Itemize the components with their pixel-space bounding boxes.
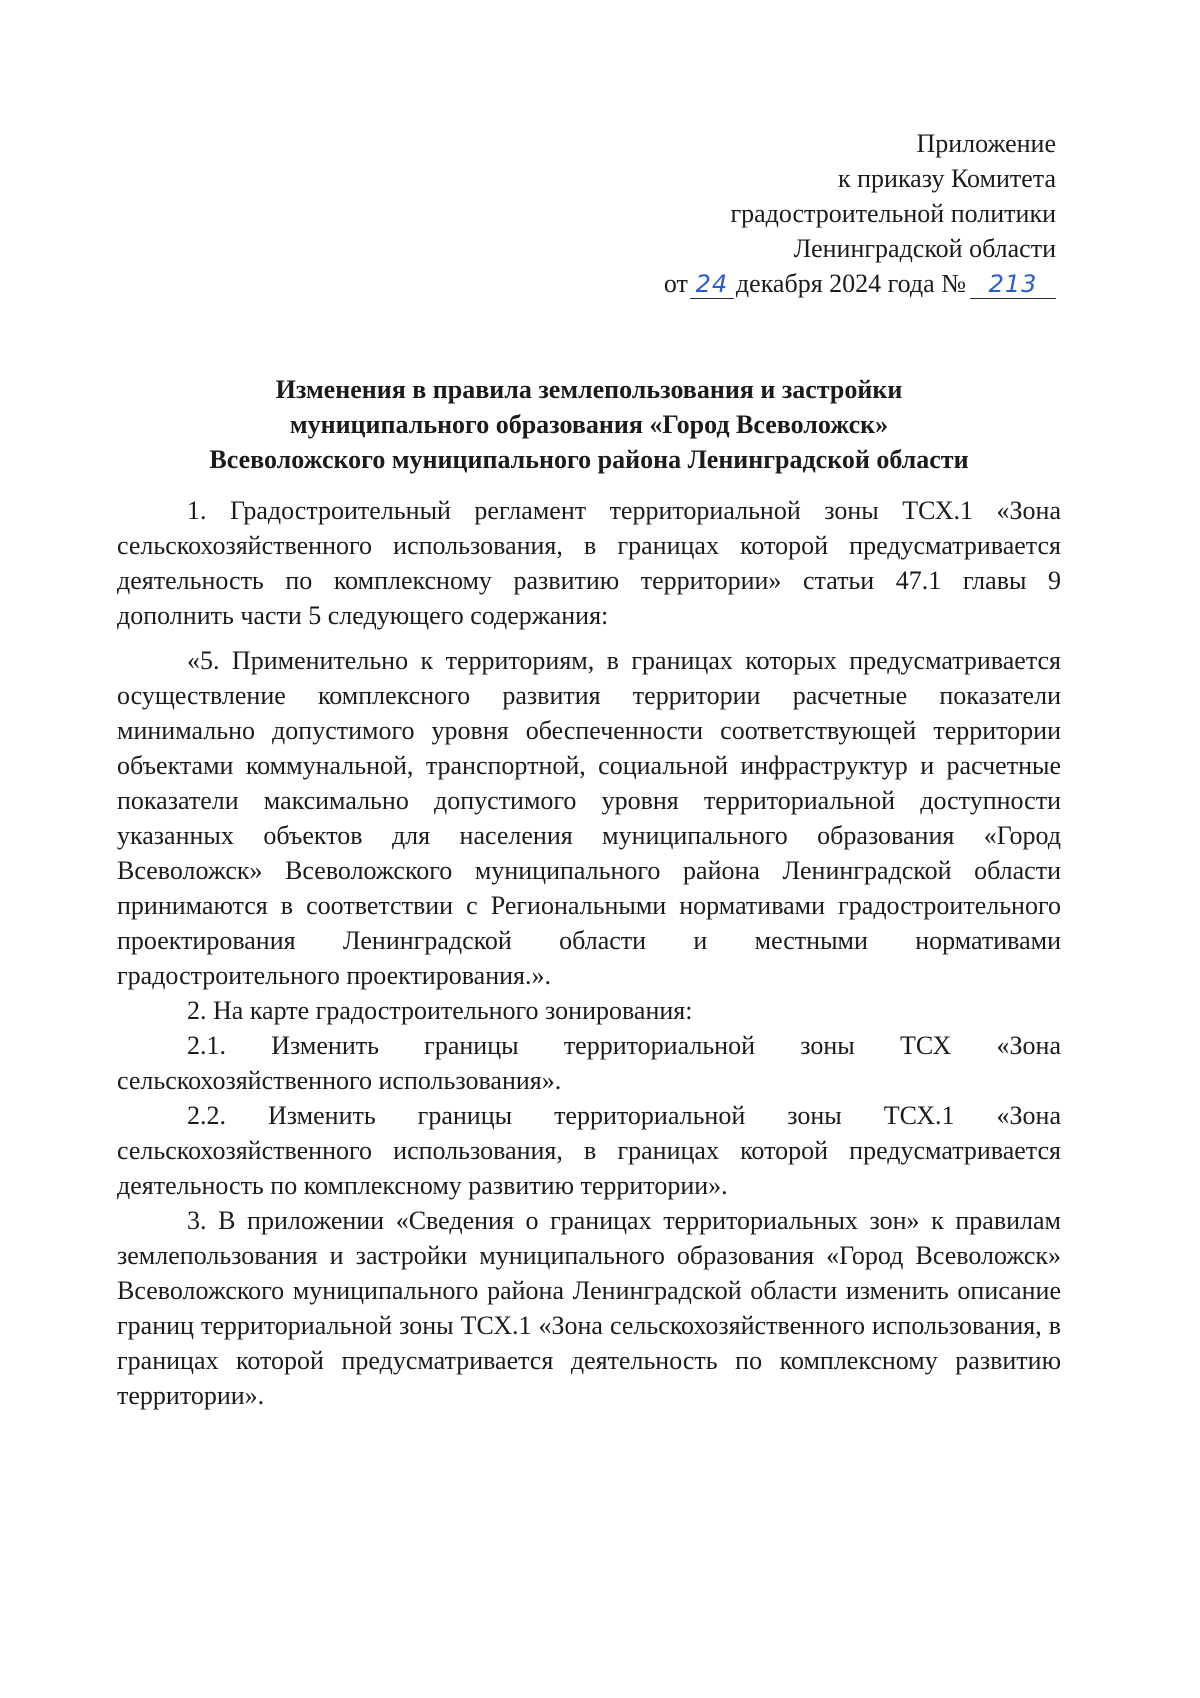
date-middle: декабря 2024 года № <box>735 269 966 298</box>
order-number-field <box>970 270 1056 299</box>
paragraph-2: 2. На карте градостроительного зонирования: <box>187 996 693 1025</box>
handwritten-order-number: 213 <box>988 270 1038 298</box>
paragraph-quoted-part-5: «5. Применительно к территориям, в границах которых предусматривается осуществление комплексного развития территории расчетные показатели минимально допустимого уровня обеспеченности соответствующей территории объектами коммунальной, транспортной, социальной инфраструктур и расчетные показатели максимально допустимого уровня территориальной доступности указанных объектов для населения муниципального образования «Город Всеволожск» Всеволожского муниципального района Ленинградской области принимаются в соответствии с Региональными нормативами градостроительного проектирования Ленинградской области и местными нормативами градостроительного проектирования.». <box>117 646 1061 990</box>
appendix-label: Приложение <box>916 129 1056 158</box>
title-line-2: муниципального образования «Город Всеволожск» <box>289 410 889 439</box>
order-date-line <box>664 266 1056 301</box>
paragraph-2-2: 2.2. Изменить границы территориальной зоны ТСХ.1 «Зона сельскохозяйственного использования, в границах которой предусматривается деятельность по комплексному развитию территории». <box>117 1101 1061 1200</box>
title-line-3: Всеволожского муниципального района Ленинградской области <box>209 445 969 474</box>
appendix-header <box>664 126 1056 301</box>
paragraph-1: 1. Градостроительный регламент территориальной зоны ТСХ.1 «Зона сельскохозяйственного использования, в границах которой предусматривается деятельность по комплексному развитию территории» статьи 47.1 главы 9 дополнить части 5 следующего содержания: <box>117 496 1061 630</box>
order-reference: к приказу Комитета <box>837 164 1056 193</box>
document-body <box>117 493 1061 1413</box>
paragraph-2-1: 2.1. Изменить границы территориальной зоны ТСХ «Зона сельскохозяйственного использования». <box>117 1031 1061 1095</box>
document-title <box>117 372 1061 477</box>
paragraph-3: 3. В приложении «Сведения о границах территориальных зон» к правилам землепользования и застройки муниципального образования «Город Всеволожск» Всеволожского муниципального района Ленинградской области изменить описание границ территориальной зоны ТСХ.1 «Зона сельскохозяйственного использования, в границах которой предусматривается деятельность по комплексному развитию территории». <box>117 1206 1061 1410</box>
title-line-1: Изменения в правила землепользования и застройки <box>275 375 903 404</box>
day-field <box>690 270 734 299</box>
handwritten-day: 24 <box>695 270 729 298</box>
date-prefix: от <box>663 269 688 298</box>
region-name: Ленинградской области <box>793 234 1056 263</box>
committee-name: градостроительной политики <box>730 199 1056 228</box>
